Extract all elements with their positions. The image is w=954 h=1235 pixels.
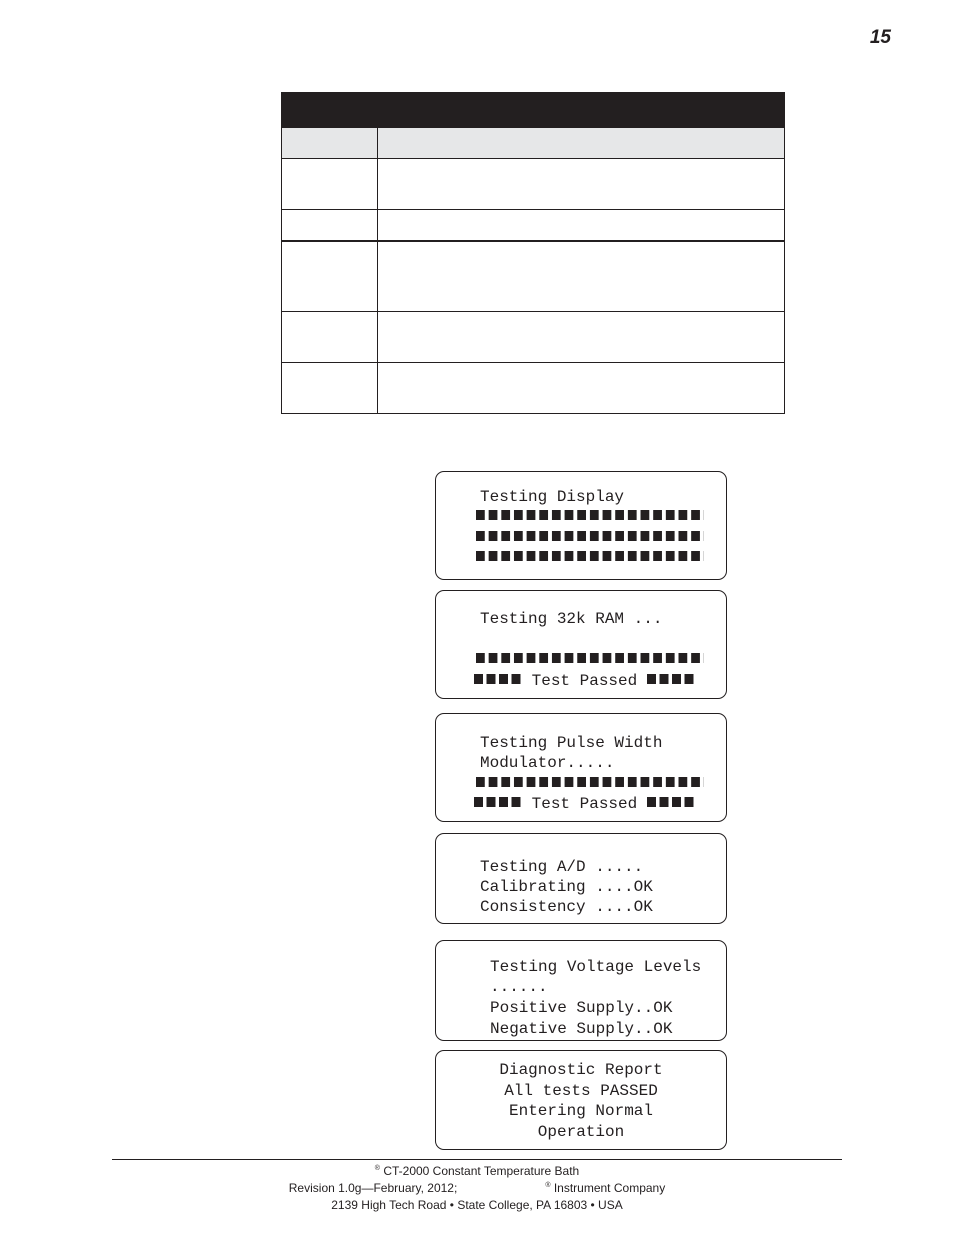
- lcd-screen-testing-voltage: [435, 940, 727, 1041]
- lcd-block-row: [476, 653, 704, 663]
- lcd-blocks: [474, 797, 522, 807]
- footer-divider: [112, 1159, 842, 1160]
- lcd-blocks: [474, 674, 522, 684]
- lcd-screen-testing-ram: [435, 590, 727, 699]
- table-row: [282, 241, 785, 312]
- table-column-header-row: [282, 128, 785, 159]
- page-number: 15: [869, 27, 891, 48]
- lcd-block-row: [476, 551, 704, 561]
- lcd-screen-testing-pwm: [435, 713, 727, 822]
- lcd-line: Modulator.....: [480, 754, 615, 772]
- lcd-line: Calibrating ....OK: [480, 878, 653, 896]
- lcd-line: Testing A/D .....: [480, 858, 644, 876]
- lcd-block-row: [476, 531, 704, 541]
- table-header-row: [282, 93, 785, 128]
- footer-revision: Revision 1.0g—February, 2012;: [288, 1181, 458, 1195]
- lcd-screen-diagnostic-report: [435, 1050, 727, 1150]
- table-row: [282, 159, 785, 210]
- lcd-line: Testing Voltage Levels: [490, 958, 702, 976]
- table-row: [282, 210, 785, 242]
- lcd-line: Testing Display: [480, 488, 625, 506]
- lcd-block-row: [476, 510, 704, 520]
- lcd-block-row: [476, 777, 704, 787]
- lcd-line: Entering Normal: [508, 1102, 654, 1120]
- lcd-line: Testing 32k RAM ...: [480, 610, 663, 628]
- footer-revision-line: [0, 1181, 954, 1195]
- lcd-line: Negative Supply..OK: [490, 1020, 673, 1038]
- lcd-line: Consistency ....OK: [480, 898, 653, 916]
- footer-company: Instrument Company: [553, 1181, 666, 1195]
- footer-product: CT-2000 Constant Temperature Bath: [383, 1164, 580, 1178]
- lcd-blocks: [647, 797, 695, 807]
- lcd-line: ......: [490, 978, 548, 996]
- lcd-status-line: Test Passed: [474, 794, 714, 814]
- lcd-status-line: Test Passed: [474, 671, 714, 691]
- lcd-line: Positive Supply..OK: [490, 999, 673, 1017]
- footer-product-line: [0, 1164, 954, 1178]
- registered-mark: ®: [374, 1165, 380, 1172]
- lcd-line: Diagnostic Report: [499, 1061, 663, 1079]
- lcd-line: All tests PASSED: [504, 1082, 658, 1100]
- table-row: [282, 312, 785, 363]
- lcd-line: Operation: [537, 1123, 625, 1141]
- lcd-blocks: [647, 674, 695, 684]
- registered-mark: ®: [545, 1182, 551, 1189]
- specification-table: [281, 92, 785, 414]
- footer-address: 2139 High Tech Road • State College, PA 16803 • USA: [331, 1198, 623, 1212]
- table-row: [282, 363, 785, 414]
- lcd-screen-testing-ad: [435, 833, 727, 924]
- lcd-screen-testing-display: [435, 471, 727, 580]
- lcd-line: Testing Pulse Width: [480, 734, 663, 752]
